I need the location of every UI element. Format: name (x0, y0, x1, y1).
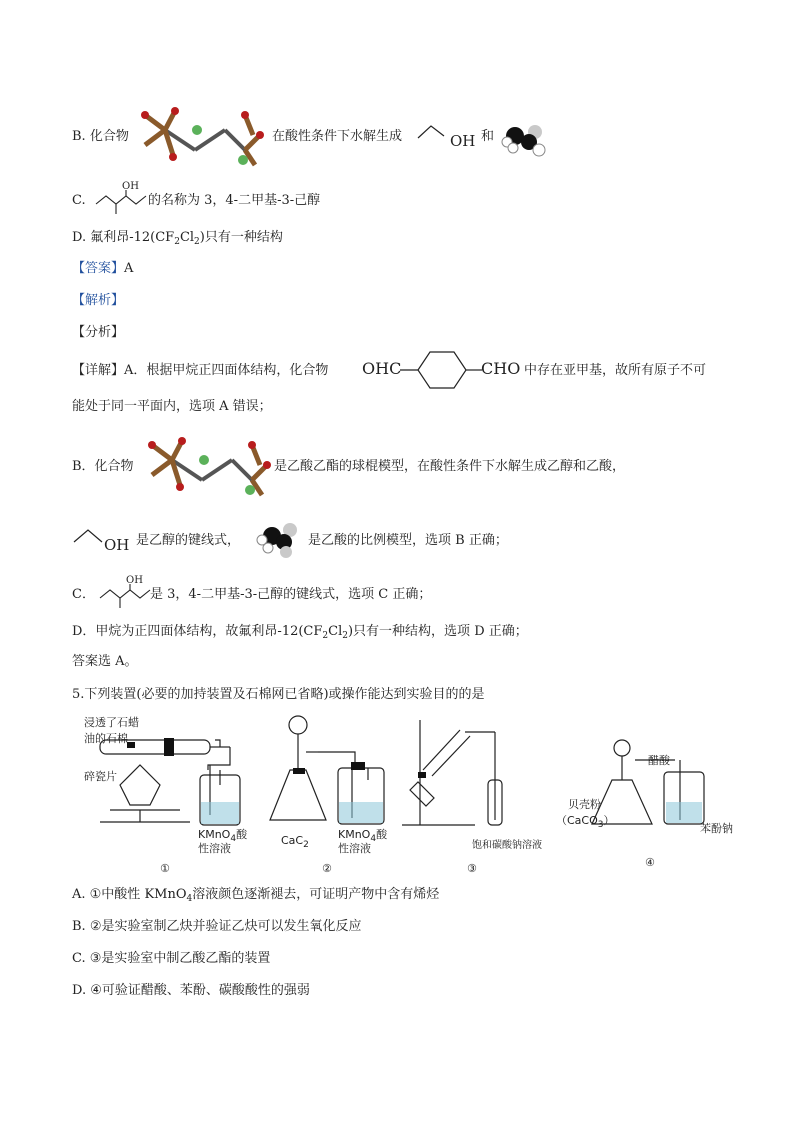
detail-b-text3: 是乙酸的比例模型，选项 B 正确； (308, 533, 508, 548)
detail-a-ohc: OHC (362, 359, 402, 378)
label-caco3: （CaCO$_3$） (556, 814, 615, 830)
answer-value: A (124, 261, 134, 276)
detail-a: 【详解】A．根据甲烷正四面体结构，化合物 (72, 363, 329, 378)
option-b-and: 和 (481, 129, 495, 144)
label-porcelain: 碎瓷片 (84, 770, 117, 783)
detail-c-oh: OH (126, 575, 143, 586)
q5-option-d: D. ④可验证醋酸、苯酚、碳酸酸性的强弱 (72, 983, 310, 998)
detail-b-oh: OH (104, 536, 130, 554)
answer-tag: 【答案】 (72, 261, 125, 276)
ethyl-acetate-ball-stick-model (135, 105, 265, 175)
label-paraffin-2: 油的石棉 (84, 732, 128, 745)
option-b-middle: 在酸性条件下水解生成 (272, 129, 403, 144)
label-na2co3: 饱和碳酸钠溶液 (472, 840, 542, 851)
option-c-prefix: C. (72, 193, 86, 208)
detail-c-text: 是 3，4-二甲基-3-己醇的键线式，选项 C 正确； (150, 587, 432, 602)
detail-a-cho: CHO (481, 359, 521, 378)
detail-a-text2: 中存在亚甲基，故所有原子不可 (524, 363, 707, 378)
fig-number-1: ① (160, 862, 170, 875)
label-paraffin-1: 浸透了石蜡 (84, 716, 139, 729)
label-acetic-acid: 醋酸 (648, 754, 670, 767)
label-cac2: CaC$_2$ (281, 834, 309, 850)
detail-b-prefix: B．化合物 (72, 459, 134, 474)
label-sodium-phenoxide: 苯酚钠 (700, 822, 733, 835)
fenxi-tag: 【分析】 (72, 325, 125, 340)
option-c-text: 的名称为 3，4-二甲基-3-己醇 (148, 193, 321, 208)
fig-number-2: ② (322, 862, 332, 875)
q5-option-a: A. ①中酸性 KMnO$_4$溶液颜色逐渐褪去，可证明产物中含有烯烃 (72, 887, 440, 904)
detail-ethyl-acetate-ball-stick-model (142, 435, 272, 505)
q5-option-b: B. ②是实验室制乙炔并验证乙炔可以发生氧化反应 (72, 919, 362, 934)
analysis-tag: 【解析】 (72, 293, 125, 308)
label-kmno4-2: KMnO$_4$酸 (338, 828, 388, 844)
detail-acetic-acid-space-filling-model (254, 520, 304, 558)
q5-option-c: C. ③是实验室中制乙酸乙酯的装置 (72, 951, 271, 966)
option-b-prefix: B. 化合物 (72, 129, 129, 144)
option-b (72, 128, 129, 146)
option-c-oh: OH (122, 181, 139, 192)
label-solution-2: 性溶液 (338, 842, 371, 855)
conclusion: 答案选 A。 (72, 654, 138, 669)
acetic-acid-space-filling-model (497, 122, 547, 158)
label-shell-powder: 贝壳粉 (568, 798, 601, 811)
q5-stem: 5.下列装置(必要的加持装置及石棉网已省略)或操作能达到实验目的的是 (72, 687, 485, 702)
fig-number-3: ③ (467, 862, 477, 875)
label-kmno4-1: KMnO$_4$酸 (198, 828, 248, 844)
detail-c-prefix: C． (72, 587, 95, 602)
detail-d: D．甲烷为正四面体结构，故氟利昂$-12(CF_2Cl_2)$只有一种结构，选项 D 正确； (72, 624, 528, 641)
detail-dimethylhexanol-skeletal-formula (100, 584, 154, 610)
detail-a-text3: 能处于同一平面内，选项 A 错误； (72, 399, 272, 414)
answer-line (72, 260, 133, 278)
cyclohexane-dicarbaldehyde-structure (400, 350, 484, 390)
option-b-oh: OH (450, 132, 476, 150)
q5-apparatus-figure (80, 710, 760, 880)
label-solution-1: 性溶液 (198, 842, 231, 855)
fig-number-4: ④ (645, 856, 655, 869)
option-d: D. 氟利昂$-12(CF_2Cl_2)$只有一种结构 (72, 230, 283, 247)
detail-b-text: 是乙酸乙酯的球棍模型，在酸性条件下水解生成乙醇和乙酸， (274, 459, 626, 474)
detail-b-text2: 是乙醇的键线式， (136, 533, 241, 548)
dimethylhexanol-skeletal-formula (96, 190, 150, 216)
